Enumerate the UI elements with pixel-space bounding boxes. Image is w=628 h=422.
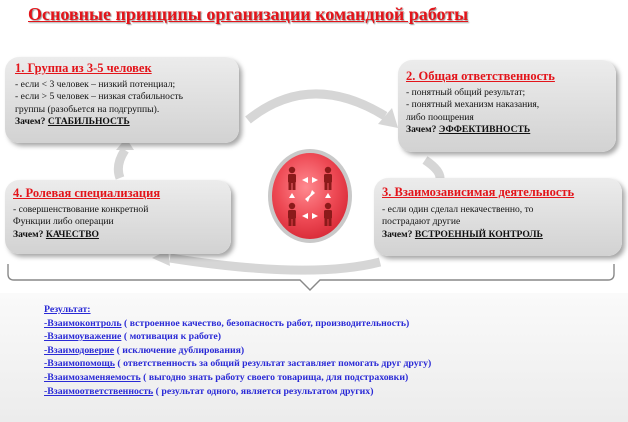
cycle-arrow-right	[425, 160, 440, 178]
why-label: Зачем?	[15, 116, 46, 128]
page-title: Основные принципы организации командной работы	[28, 4, 469, 24]
principle-3-text	[382, 204, 543, 241]
principle-box-3	[374, 178, 622, 256]
principle-4-title: 4. Ролевая специализация	[13, 186, 161, 200]
result-desc: ( результат одного, является результатом других)	[153, 385, 374, 397]
result-desc: ( исключение дублирования)	[114, 344, 245, 356]
principle-4-text	[13, 204, 148, 241]
result-desc: ( ответственность за общий результат заставляет помогать друг другу)	[114, 358, 432, 370]
principle-3-title: 3. Взаимозависимая деятельность	[382, 185, 575, 199]
result-item	[44, 317, 431, 331]
principle-2-line: - понятный механизм наказания,	[406, 99, 540, 111]
principle-1-why	[15, 116, 183, 128]
result-item	[44, 385, 431, 399]
principle-1-line: группы (разобьется на подгруппы).	[15, 103, 160, 115]
principle-3-line: - если один сделал некачественно, то	[382, 204, 534, 215]
result-list	[44, 303, 431, 398]
principle-2-line: либо поощрения	[406, 111, 474, 123]
principle-1-line: - если > 5 человек – низкая стабильность	[15, 91, 183, 103]
principle-4-goal: КАЧЕСТВО	[45, 228, 99, 240]
result-desc: ( выгодно знать работу своего товарища, для подстраховки)	[140, 371, 409, 383]
principle-2-text	[406, 87, 539, 137]
principle-2-line: - понятный общий результат;	[406, 87, 526, 98]
why-label: Зачем?	[382, 228, 413, 240]
principle-3-why	[382, 229, 543, 241]
principle-1-line: - если < 3 человек – низкий потенциал;	[15, 79, 176, 90]
result-item	[44, 371, 431, 385]
principle-4-why	[13, 229, 148, 241]
principle-box-1	[5, 57, 239, 143]
cycle-arrow-top	[248, 94, 385, 120]
principle-4-line: Функции либо операции	[13, 216, 114, 228]
result-item	[44, 330, 431, 344]
result-term: -Взаимодоверие	[44, 344, 115, 356]
result-desc: ( встроенное качество, безопасность работ, производительность)	[121, 317, 410, 329]
principle-box-2	[398, 60, 616, 152]
result-term: -Взаимоуважение	[44, 331, 122, 343]
result-term: -Взаимопомощь	[44, 358, 115, 370]
result-heading: Результат:	[44, 304, 91, 315]
principle-4-line: - совершенствование конкретной	[13, 204, 149, 215]
principle-3-line: пострадают другие	[382, 216, 461, 228]
why-label: Зачем?	[13, 228, 44, 240]
principle-2-goal: ЭФФЕКТИВНОСТЬ	[438, 124, 531, 136]
result-item	[44, 344, 431, 358]
result-term: -Взаимоконтроль	[44, 317, 122, 329]
principle-1-goal: СТАБИЛЬНОСТЬ	[47, 116, 130, 128]
result-term: -Взаимоответственность	[44, 385, 154, 397]
result-desc: ( мотивация к работе)	[121, 331, 221, 343]
principle-1-title: 1. Группа из 3-5 человек	[15, 61, 152, 75]
cycle-arrow-left	[118, 150, 125, 178]
principle-3-goal: ВСТРОЕННЫЙ КОНТРОЛЬ	[414, 228, 543, 240]
principle-2-why	[406, 124, 539, 136]
result-section	[0, 293, 628, 422]
cycle-arrow-bottom	[170, 258, 380, 270]
result-term: -Взаимозаменяемость	[44, 371, 141, 383]
principle-2-title: 2. Общая ответственность	[406, 69, 555, 83]
principle-1-text	[15, 79, 183, 129]
principle-box-4	[5, 180, 231, 254]
result-item	[44, 357, 431, 371]
why-label: Зачем?	[406, 124, 437, 136]
